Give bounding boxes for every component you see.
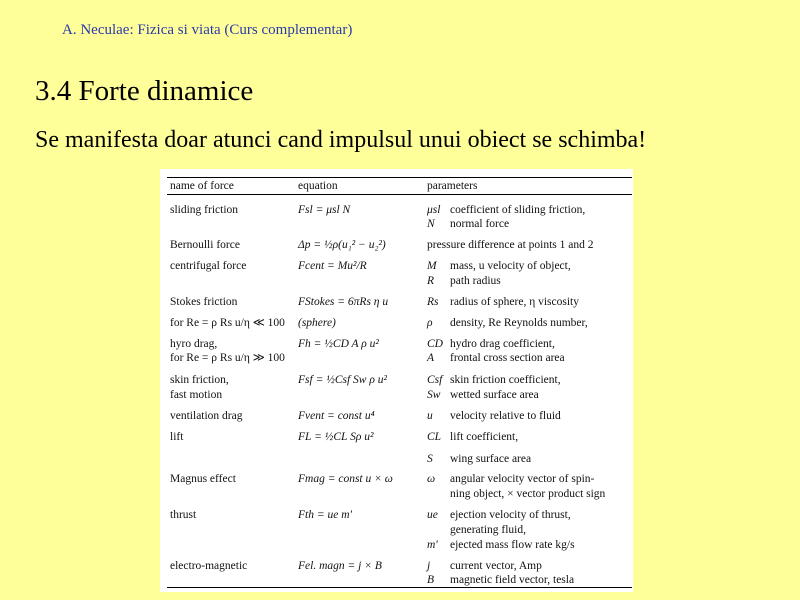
- param-description: wetted surface area: [450, 389, 539, 401]
- param-symbol: M: [427, 260, 437, 272]
- param-symbol: Csf: [427, 374, 443, 386]
- param-description: radius of sphere, η viscosity: [450, 296, 579, 308]
- force-equation: FL = ½CL Sρ u²: [298, 431, 374, 443]
- force-name: electro-magnetic: [170, 560, 248, 572]
- table-bottom-rule: [167, 587, 632, 588]
- param-description: ejected mass flow rate kg/s: [450, 539, 575, 551]
- force-name: lift: [170, 431, 184, 443]
- force-name: hyro drag,: [170, 338, 218, 350]
- force-equation: Fmag = const u × ω: [298, 473, 393, 485]
- param-description: mass, u velocity of object,: [450, 260, 571, 272]
- force-name: for Re = ρ Rs u/η ≫ 100: [170, 352, 285, 364]
- param-description: ejection velocity of thrust,: [450, 509, 571, 521]
- forces-table: [160, 169, 633, 592]
- course-header: A. Neculae: Fizica si viata (Curs complementar): [62, 22, 353, 38]
- force-equation: Fsf = ½Csf Sw ρ u²: [298, 374, 387, 386]
- force-equation: Fsl = μsl N: [298, 204, 351, 216]
- force-name: centrifugal force: [170, 260, 247, 272]
- force-equation: (sphere): [298, 317, 336, 329]
- param-symbol: ρ: [427, 317, 433, 329]
- force-equation: Fcent = Mu²/R: [298, 260, 367, 272]
- force-name: Stokes friction: [170, 296, 238, 308]
- force-equation: FStokes = 6πRs η u: [298, 296, 389, 308]
- table-header-rule: [167, 194, 632, 195]
- force-equation: Fh = ½CD A ρ u²: [298, 338, 379, 350]
- force-name: fast motion: [170, 389, 223, 401]
- table-header-parameters: parameters: [427, 180, 478, 192]
- param-symbol: ω: [427, 473, 436, 485]
- param-symbol: CD: [427, 338, 443, 350]
- param-description: pressure difference at points 1 and 2: [427, 239, 594, 251]
- force-name: skin friction,: [170, 374, 229, 386]
- force-name: sliding friction: [170, 204, 239, 216]
- force-equation: Δp = ½ρ(u₁² − u₂²): [298, 239, 386, 251]
- param-description: density, Re Reynolds number,: [450, 317, 588, 329]
- param-symbol: Rs: [427, 296, 439, 308]
- param-symbol: B: [427, 574, 435, 586]
- param-symbol: μsl: [427, 204, 441, 216]
- param-description: velocity relative to fluid: [450, 410, 561, 422]
- param-description: frontal cross section area: [450, 352, 565, 364]
- param-symbol: u: [427, 410, 433, 422]
- force-equation: Fvent = const u⁴: [298, 410, 375, 422]
- param-description: angular velocity vector of spin-: [450, 473, 595, 485]
- force-name: Magnus effect: [170, 473, 236, 485]
- param-description: normal force: [450, 218, 510, 230]
- param-symbol: S: [427, 453, 433, 465]
- table-header-name: name of force: [170, 180, 234, 192]
- param-symbol: ue: [427, 509, 438, 521]
- param-description: current vector, Amp: [450, 560, 542, 572]
- param-symbol: j: [427, 560, 431, 572]
- param-description: hydro drag coefficient,: [450, 338, 555, 350]
- force-name: thrust: [170, 509, 197, 521]
- param-description: coefficient of sliding friction,: [450, 204, 586, 216]
- param-symbol: CL: [427, 431, 442, 443]
- table-top-rule: [167, 177, 632, 178]
- param-description: path radius: [450, 275, 501, 287]
- param-description: lift coefficient,: [450, 431, 519, 443]
- table-header-equation: equation: [298, 180, 338, 192]
- force-name: for Re = ρ Rs u/η ≪ 100: [170, 317, 285, 329]
- force-name: ventilation drag: [170, 410, 243, 422]
- param-description: ning object, × vector product sign: [450, 488, 606, 500]
- force-name: Bernoulli force: [170, 239, 240, 251]
- param-description: generating fluid,: [450, 524, 527, 536]
- param-symbol: Sw: [427, 389, 441, 401]
- param-description: magnetic field vector, tesla: [450, 574, 575, 586]
- slide-subtitle: Se manifesta doar atunci cand impulsul unui obiect se schimba!: [35, 127, 647, 153]
- force-equation: Fth = ue m': [298, 509, 352, 521]
- param-description: skin friction coefficient,: [450, 374, 561, 386]
- param-description: wing surface area: [450, 453, 532, 465]
- param-symbol: N: [427, 218, 435, 230]
- param-symbol: A: [427, 352, 435, 364]
- slide-title: 3.4 Forte dinamice: [35, 75, 254, 107]
- param-symbol: m': [427, 539, 438, 551]
- param-symbol: R: [427, 275, 435, 287]
- force-equation: Fel. magn = j × B: [298, 560, 382, 572]
